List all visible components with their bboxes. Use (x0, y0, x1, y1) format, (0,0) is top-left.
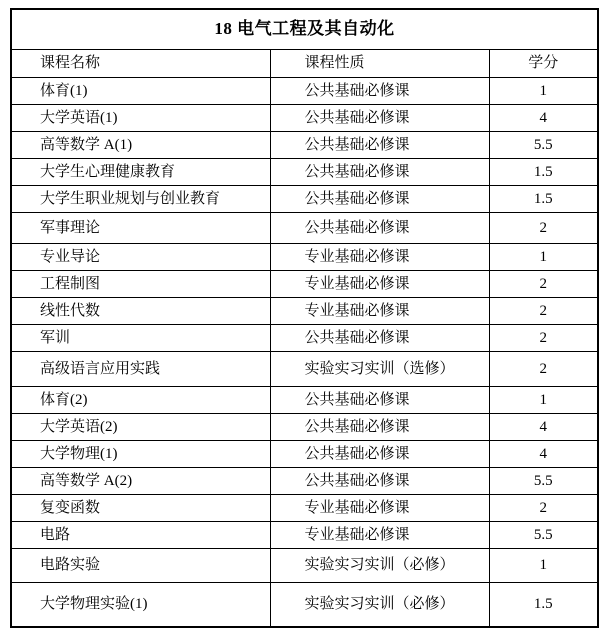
table-row (11, 159, 598, 186)
course-type-cell: 公共基础必修课 (270, 213, 489, 244)
course-name-cell: 电路实验 (11, 549, 270, 583)
table-header-row (11, 50, 598, 78)
credits-cell: 5.5 (489, 132, 598, 159)
course-name-cell: 体育(2) (11, 387, 270, 414)
credits-cell: 5.5 (489, 468, 598, 495)
course-name-cell: 体育(1) (11, 78, 270, 105)
course-credit-table (10, 8, 599, 628)
table-row (11, 213, 598, 244)
course-type-cell: 专业基础必修课 (270, 495, 489, 522)
credits-cell: 5.5 (489, 522, 598, 549)
course-name-cell: 大学英语(2) (11, 414, 270, 441)
credits-cell: 2 (489, 495, 598, 522)
course-type-cell: 公共基础必修课 (270, 441, 489, 468)
table-row (11, 78, 598, 105)
table-row (11, 468, 598, 495)
course-type-cell: 公共基础必修课 (270, 105, 489, 132)
course-type-cell: 专业基础必修课 (270, 271, 489, 298)
credits-cell: 1 (489, 78, 598, 105)
course-name-cell: 大学英语(1) (11, 105, 270, 132)
course-name-cell: 线性代数 (11, 298, 270, 325)
course-type-cell: 公共基础必修课 (270, 468, 489, 495)
course-name-cell: 工程制图 (11, 271, 270, 298)
credits-cell: 4 (489, 414, 598, 441)
credits-cell: 1 (489, 549, 598, 583)
table-row (11, 414, 598, 441)
table-row (11, 271, 598, 298)
course-table-body (11, 78, 598, 627)
course-name-cell: 大学生职业规划与创业教育 (11, 186, 270, 213)
table-row (11, 441, 598, 468)
course-name-cell: 军训 (11, 325, 270, 352)
credits-cell: 2 (489, 271, 598, 298)
course-type-cell: 公共基础必修课 (270, 132, 489, 159)
table-row (11, 352, 598, 387)
course-type-cell: 公共基础必修课 (270, 159, 489, 186)
credits-cell: 1.5 (489, 186, 598, 213)
course-name-cell: 电路 (11, 522, 270, 549)
course-type-cell: 实验实习实训（选修） (270, 352, 489, 387)
column-header-course-type: 课程性质 (270, 50, 489, 78)
course-name-cell: 高级语言应用实践 (11, 352, 270, 387)
table-title-row (11, 9, 598, 50)
course-name-cell: 复变函数 (11, 495, 270, 522)
table-row (11, 132, 598, 159)
course-type-cell: 实验实习实训（必修） (270, 549, 489, 583)
table-row (11, 549, 598, 583)
credits-cell: 1.5 (489, 159, 598, 186)
credits-cell: 2 (489, 213, 598, 244)
credits-cell: 1 (489, 244, 598, 271)
course-type-cell: 公共基础必修课 (270, 325, 489, 352)
credits-cell: 1 (489, 387, 598, 414)
table-row (11, 105, 598, 132)
credits-cell: 2 (489, 298, 598, 325)
table-row (11, 298, 598, 325)
course-type-cell: 公共基础必修课 (270, 186, 489, 213)
column-header-credits: 学分 (489, 50, 598, 78)
course-name-cell: 高等数学 A(2) (11, 468, 270, 495)
course-type-cell: 专业基础必修课 (270, 244, 489, 271)
course-name-cell: 高等数学 A(1) (11, 132, 270, 159)
course-type-cell: 公共基础必修课 (270, 414, 489, 441)
table-row (11, 244, 598, 271)
course-name-cell: 大学物理(1) (11, 441, 270, 468)
credits-cell: 2 (489, 325, 598, 352)
course-type-cell: 实验实习实训（必修） (270, 583, 489, 627)
credits-cell: 2 (489, 352, 598, 387)
course-type-cell: 专业基础必修课 (270, 522, 489, 549)
table-row (11, 495, 598, 522)
table-row (11, 325, 598, 352)
credits-cell: 4 (489, 441, 598, 468)
course-type-cell: 公共基础必修课 (270, 78, 489, 105)
credits-cell: 4 (489, 105, 598, 132)
course-name-cell: 大学物理实验(1) (11, 583, 270, 627)
credits-cell: 1.5 (489, 583, 598, 627)
table-row (11, 186, 598, 213)
column-header-course-name: 课程名称 (11, 50, 270, 78)
course-type-cell: 专业基础必修课 (270, 298, 489, 325)
table-row (11, 583, 598, 627)
course-name-cell: 专业导论 (11, 244, 270, 271)
table-title: 18 电气工程及其自动化 (11, 9, 598, 50)
table-row (11, 522, 598, 549)
course-type-cell: 公共基础必修课 (270, 387, 489, 414)
table-row (11, 387, 598, 414)
course-name-cell: 军事理论 (11, 213, 270, 244)
course-name-cell: 大学生心理健康教育 (11, 159, 270, 186)
